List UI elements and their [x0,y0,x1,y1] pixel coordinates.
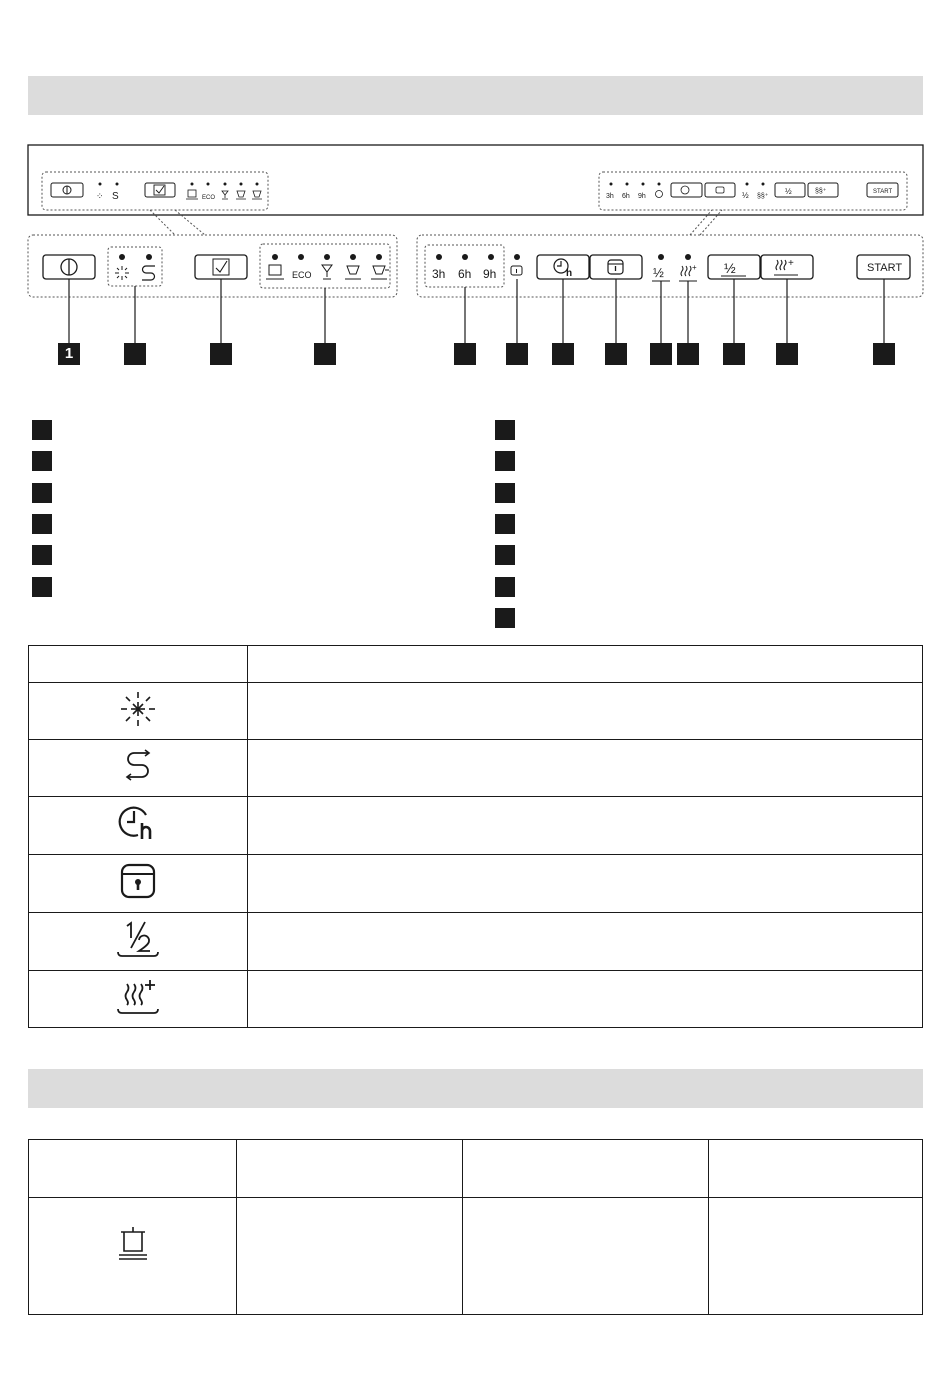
table-row [29,683,923,740]
callout-badge [723,343,745,365]
legend-marker [32,577,52,597]
small-eco-label: ECO [202,195,216,201]
small-panel-left [42,172,268,210]
svg-text:+: + [692,263,697,272]
appliance-panel-outline [28,145,923,215]
legend-marker [32,483,52,503]
small-start-label: START [873,189,893,195]
detail-timer-9h: 9h [483,267,497,281]
table-row [29,740,923,797]
pot-program-icon [113,1224,153,1264]
callout-badge [605,343,627,365]
callout-badge [650,343,672,365]
description-cell [248,683,923,740]
description-cell [248,855,923,913]
description-header-cell [248,646,923,683]
table-row [29,855,923,913]
program-cell [237,1198,463,1315]
svg-text:½: ½ [785,187,792,196]
small-timer-3h: 3h [606,193,614,200]
legend-marker [32,514,52,534]
callout-badge [776,343,798,365]
program-header-cell [463,1140,709,1198]
svg-text:½: ½ [742,191,749,200]
symbol-table-header-row [29,646,923,683]
section-header-bar [28,1069,923,1108]
program-header-cell [29,1140,237,1198]
description-cell [248,797,923,855]
delay-button-detail [537,255,589,279]
callout-badge [873,343,895,365]
program-header-cell [709,1140,923,1198]
table-row [29,1198,923,1315]
legend-marker [495,451,515,471]
program-cell [463,1198,709,1315]
legend-marker [495,514,515,534]
legend-marker [495,420,515,440]
detail-eco-label: ECO [292,270,312,280]
legend-marker [495,577,515,597]
legend-marker [495,483,515,503]
detail-timer-6h: 6h [458,267,472,281]
callout-badge [124,343,146,365]
extra-dry-icon [115,976,161,1018]
rinse-aid-sparkle-icon [118,689,158,729]
section-header-bar [28,76,923,115]
table-row [29,797,923,855]
description-cell [248,740,923,797]
svg-text:§§⁺: §§⁺ [757,193,769,200]
table-row [29,971,923,1028]
callout-badge [314,343,336,365]
legend-marker [32,545,52,565]
small-panel-right [599,172,907,210]
detail-timer-3h: 3h [432,267,446,281]
svg-text:§§⁺: §§⁺ [815,188,827,195]
callout-badge [552,343,574,365]
description-cell [248,913,923,971]
callout-badge [454,343,476,365]
detail-panel-right [417,235,923,297]
program-table [28,1139,923,1315]
detail-start-label: START [867,262,903,274]
small-timer-9h: 9h [638,193,646,200]
legend-marker [32,420,52,440]
callout-badge-1: 1 [58,343,80,365]
legend-marker [32,451,52,471]
control-panel-diagram [0,130,950,375]
program-cell [709,1198,923,1315]
svg-text:h: h [566,268,573,279]
svg-text:½: ½ [724,260,736,276]
program-table-header-row [29,1140,923,1198]
symbol-table [28,645,923,1028]
svg-text:S: S [112,191,119,202]
half-load-icon [115,918,161,960]
delay-clock-icon [116,801,160,845]
table-row [29,913,923,971]
legend-marker [495,608,515,628]
svg-text:+: + [788,258,794,269]
svg-text:⁘: ⁘ [96,191,104,201]
legend-marker [495,545,515,565]
callout-badge [506,343,528,365]
program-header-cell [237,1140,463,1198]
callout-badge [210,343,232,365]
detail-half-label: ½ [653,265,664,280]
description-cell [248,971,923,1028]
small-timer-6h: 6h [622,193,630,200]
callout-badge [677,343,699,365]
salt-loop-icon [118,746,158,786]
lock-icon [118,861,158,901]
symbol-header-cell [29,646,248,683]
